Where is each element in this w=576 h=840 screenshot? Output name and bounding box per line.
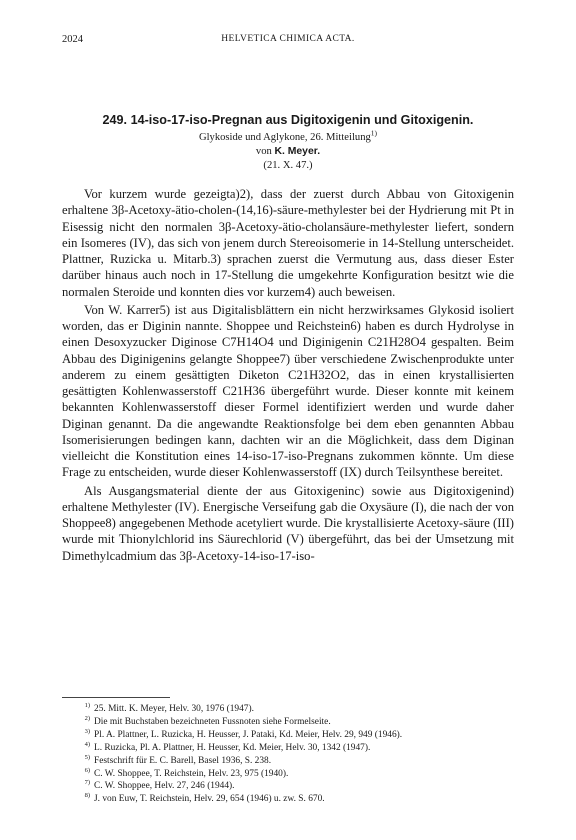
page-number: 2024 <box>62 34 83 45</box>
paragraph-3: Als Ausgangsmaterial diente der aus Gitoxigeninc) sowie aus Digitoxigenind) erhaltene Methylester (IV). Energische Verseifung gab die Oxysäure (I), die nach der von Shoppee8) angegebenen Methode acetyliert wurde. Die krystallisierte Acetoxy-säure (III) wurde mit Thionylchlorid ins Säurechlorid (V) übergeführt, das bei der Umsetzung mit Dimethylcadmium das 3β-Acetoxy-14-iso-17-iso- <box>62 483 514 563</box>
footnote <box>62 716 514 729</box>
received-date: (21. X. 47.) <box>263 160 313 171</box>
subtitle-text: Glykoside und Aglykone, 26. Mitteilung <box>198 132 371 143</box>
footnote-divider <box>62 697 170 698</box>
article-heading <box>62 112 514 173</box>
subtitle-footnote-ref: 1) <box>370 128 378 138</box>
footnote <box>62 729 514 742</box>
footnote-text: Pl. A. Plattner, L. Ruzicka, H. Heusser, J. Pataki, Kd. Meier, Helv. 29, 949 (1946). <box>94 729 403 740</box>
paragraph-2: Von W. Karrer5) ist aus Digitalisblättern ein nicht herzwirksames Glykosid isoliert worden, das er Diginin nannte. Shoppee und Reichstein6) haben es durch Hydrolyse in einen Desoxyzucker Diginose C7H14O4 und Diginigenin C21H28O4 gespalten. Beim Abbau des Diginigenins gelangte Shoppee7) über verschiedene Zwischenprodukte unter anderem zu einem gesättigten Diketon C21H32O2, das in einen krystallisierten gesättigten Kohlenwasserstoff C21H36 übergeführt wurde. Dieser konnte mit keinem bekannten Kohlenwasserstoff dieser Formel identifiziert werden und wurde daher Diginan genannt. Da die angewandte Reaktionsfolge bei dem eben genannten Abbau Isomerisierungen bedingen kann, dachten wir an die Möglichkeit, dass dem Diginan vielleicht die Konstitution eines 14-iso-17-iso-Pregnans zukommen könnte. Um diese Frage zu entscheiden, wurde dieser Kohlenwasserstoff (IX) durch Teilsynthese bereitet. <box>62 302 514 480</box>
footnote-text: L. Ruzicka, Pl. A. Plattner, H. Heusser, Kd. Meier, Helv. 30, 1342 (1947). <box>94 742 371 753</box>
running-head <box>62 34 514 48</box>
footnotes <box>62 703 514 806</box>
footnote-text: C. W. Shoppee, T. Reichstein, Helv. 23, 975 (1940). <box>94 768 289 779</box>
footnote-text: 25. Mitt. K. Meyer, Helv. 30, 1976 (1947). <box>94 704 254 714</box>
footnote <box>62 768 514 781</box>
footnote <box>62 703 514 716</box>
footnote <box>62 742 514 755</box>
article-number: 249. <box>102 113 128 127</box>
paragraph-1: Vor kurzem wurde gezeigta)2), dass der zuerst durch Abbau von Gitoxigenin erhaltene 3β-Acetoxy-ätio-cholen-(14,16)-säure-methylester bei der Hydrierung mit Pt in Eisessig nicht den normalen 3β-Acetoxy-ätio-cholansäure-methylester liefert, sondern ein Isomeres (IV), das sich von jenem durch Stereoisomerie in 14-Stellung unterscheidet. Plattner, Ruzicka u. Mitarb.3) sprachen zuerst die Vermutung aus, dass dieser Ester darüber hinaus auch noch in 17-Stellung die umgekehrte Konfiguration besitzt wie die normalen Steroide und konnten dies vor kurzem4) auch beweisen. <box>62 187 514 299</box>
author-name: K. Meyer. <box>274 146 321 157</box>
article-body <box>62 186 514 564</box>
footnote-text: Die mit Buchstaben bezeichneten Fussnoten siehe Formelseite. <box>94 716 331 727</box>
footnote <box>62 780 514 793</box>
footnote-number: 1) <box>84 701 90 709</box>
footnote-text: Festschrift für E. C. Barell, Basel 1936, S. 238. <box>94 755 272 766</box>
author-line <box>62 145 514 159</box>
footnote-text: J. von Euw, T. Reichstein, Helv. 29, 654 (1946) u. zw. S. 670. <box>94 794 325 805</box>
article-subtitle <box>62 128 514 145</box>
footnote-number: 3) <box>84 727 90 735</box>
article-title: 14-iso-17-iso-Pregnan aus Digitoxigenin und Gitoxigenin. <box>130 113 474 127</box>
footnote-text: C. W. Shoppee, Helv. 27, 246 (1944). <box>94 781 235 792</box>
footnote <box>62 755 514 768</box>
footnote-number: 5) <box>84 753 90 761</box>
footnote-number: 8) <box>84 792 90 800</box>
footnote-number: 7) <box>84 779 90 787</box>
footnote <box>62 793 514 806</box>
by-word: von <box>255 146 272 157</box>
journal-name: HELVETICA CHIMICA ACTA. <box>221 34 355 44</box>
footnote-number: 2) <box>84 714 90 722</box>
footnote-number: 6) <box>84 766 90 774</box>
footnote-number: 4) <box>84 740 90 748</box>
article-title-line <box>62 112 514 129</box>
